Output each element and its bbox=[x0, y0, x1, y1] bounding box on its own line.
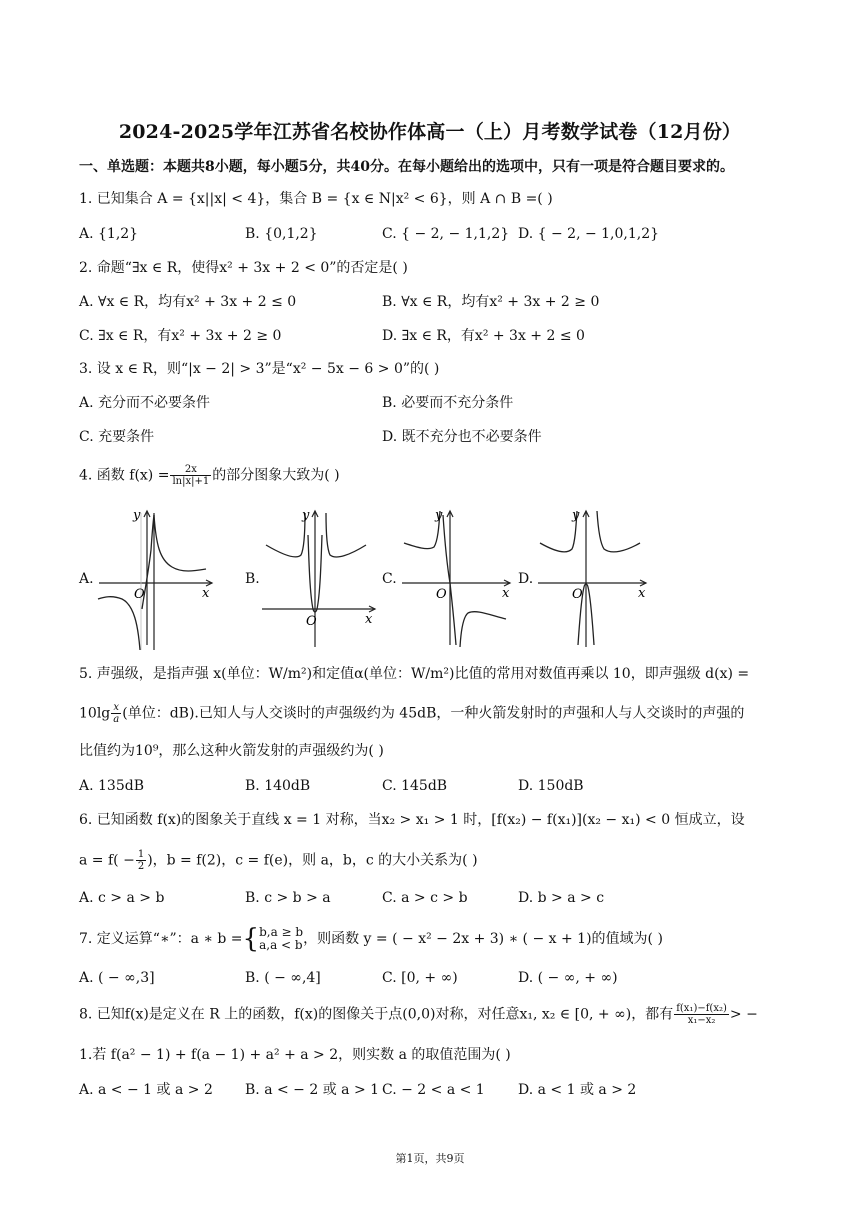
q6-option-d: D. b > a > c bbox=[518, 890, 605, 906]
q1-option-d: D. { − 2, − 1,0,1,2} bbox=[518, 226, 660, 242]
q4-option-a: A. bbox=[79, 571, 94, 587]
q7-option-a: A. ( − ∞,3] bbox=[79, 970, 155, 986]
q4-a-y-label: y bbox=[133, 508, 141, 523]
q3-option-d: D. 既不充分也不必要条件 bbox=[382, 429, 542, 445]
q5-frac-den: a bbox=[113, 714, 120, 725]
q5-option-d: D. 150dB bbox=[518, 778, 584, 794]
q7-option-b: B. ( − ∞,4] bbox=[245, 970, 321, 986]
q2-option-d: D. ∃x ∈ R，有x² + 3x + 2 ≤ 0 bbox=[382, 328, 585, 344]
q6-line2 bbox=[79, 849, 478, 872]
q4-d-origin-label: O bbox=[572, 587, 583, 602]
q5-option-a: A. 135dB bbox=[79, 778, 144, 794]
q5-option-c: C. 145dB bbox=[382, 778, 448, 794]
q8-line1-post: > − bbox=[729, 1006, 758, 1023]
q4-c-x-label: x bbox=[502, 586, 510, 601]
q4-b-x-label: x bbox=[365, 612, 373, 627]
q6-option-c: C. a > c > b bbox=[382, 890, 468, 906]
q7-option-c: C. [0, + ∞) bbox=[382, 970, 458, 986]
q4-fraction bbox=[170, 464, 211, 487]
q6-line2-post: )，b = f(2)，c = f(e)，则 a，b，c 的大小关系为( ) bbox=[147, 852, 478, 869]
q1-stem: 1. 已知集合 A = {x||x| < 4}，集合 B = {x ∈ N|x² < 6}，则 A ∩ B =( ) bbox=[79, 191, 553, 207]
q8-option-a: A. a < − 1 或 a > 2 bbox=[79, 1082, 213, 1098]
q4-option-b: B. bbox=[245, 571, 260, 587]
q5-line2 bbox=[79, 702, 744, 725]
q4-a-x-label: x bbox=[202, 586, 210, 601]
q8-option-d: D. a < 1 或 a > 2 bbox=[518, 1082, 637, 1098]
q6-option-a: A. c > a > b bbox=[79, 890, 165, 906]
q8-line1-pre: 8. 已知f(x)是定义在 R 上的函数，f(x)的图像关于点(0,0)对称，对任意x₁, x₂ ∈ [0, + ∞)，都有 bbox=[79, 1006, 674, 1023]
q2-option-a: A. ∀x ∈ R，均有x² + 3x + 2 ≤ 0 bbox=[79, 294, 297, 310]
exam-title: 2024-2025学年江苏省名校协作体高一（上）月考数学试卷（12月份） bbox=[118, 121, 742, 143]
q4-b-origin-label: O bbox=[306, 614, 317, 629]
q5-option-b: B. 140dB bbox=[245, 778, 311, 794]
q7-stem bbox=[79, 926, 663, 952]
q8-frac-num: f(x₁)−f(x₂) bbox=[676, 1003, 727, 1014]
q8-option-c: C. − 2 < a < 1 bbox=[382, 1082, 485, 1098]
q6-frac-num: 1 bbox=[137, 849, 145, 860]
q3-option-b: B. 必要而不充分条件 bbox=[382, 395, 514, 411]
q6-line2-pre: a = f( − bbox=[79, 852, 135, 869]
q3-stem: 3. 设 x ∈ R，则“|x − 2| > 3”是“x² − 5x − 6 > 0”的( ) bbox=[79, 361, 440, 377]
q4-d-y-label: y bbox=[572, 508, 580, 523]
q4-d-x-label: x bbox=[638, 586, 646, 601]
q7-option-d: D. ( − ∞, + ∞) bbox=[518, 970, 618, 986]
q7-stem-pre: 7. 定义运算“∗”：a ∗ b = bbox=[79, 931, 243, 947]
q5-line1: 5. 声强级，是指声强 x(单位：W/m²)和定值α(单位：W/m²)比值的常用对数值再乘以 10，即声强级 d(x) = bbox=[79, 666, 750, 682]
q4-option-d: D. bbox=[518, 571, 534, 587]
q2-stem: 2. 命题“∃x ∈ R，使得x² + 3x + 2 < 0”的否定是( ) bbox=[79, 260, 408, 276]
q8-line2: 1.若 f(a² − 1) + f(a − 1) + a² + a > 2，则实数 a 的取值范围为( ) bbox=[79, 1047, 511, 1063]
q4-graph-b bbox=[258, 505, 383, 650]
q5-frac-num: x bbox=[111, 702, 121, 714]
q8-fraction bbox=[674, 1003, 729, 1026]
q4-graph-c bbox=[398, 505, 518, 650]
q4-c-y-label: y bbox=[435, 508, 443, 523]
q4-b-y-label: y bbox=[302, 508, 310, 523]
q1-option-c: C. { − 2, − 1,1,2} bbox=[382, 226, 510, 242]
q4-stem-pre: 4. 函数 f(x) = bbox=[79, 467, 170, 484]
q3-option-a: A. 充分而不必要条件 bbox=[79, 395, 211, 411]
q1-option-a: A. {1,2} bbox=[79, 226, 139, 242]
q3-option-c: C. 充要条件 bbox=[79, 429, 155, 445]
page-footer: 第1页，共9页 bbox=[395, 1152, 465, 1165]
q7-brace: { bbox=[242, 924, 260, 954]
q2-option-c: C. ∃x ∈ R，有x² + 3x + 2 ≥ 0 bbox=[79, 328, 282, 344]
q7-case-2: a,a < b bbox=[259, 938, 303, 952]
q6-frac-den: 2 bbox=[137, 861, 145, 872]
q7-cases bbox=[259, 926, 303, 952]
q7-case-1: b,a ≥ b bbox=[259, 925, 304, 939]
q5-fraction bbox=[111, 702, 121, 725]
q5-line2-post: (单位：dB).已知人与人交谈时的声强级约为 45dB，一种火箭发射时的声强和人与人交谈时的声强的 bbox=[122, 705, 745, 722]
q4-graph-a bbox=[94, 505, 219, 650]
q6-line1: 6. 已知函数 f(x)的图象关于直线 x = 1 对称，当x₂ > x₁ > 1 时，[f(x₂) − f(x₁)](x₂ − x₁) < 0 恒成立，设 bbox=[79, 812, 745, 828]
section-heading: 一、单选题：本题共8小题，每小题5分，共40分。在每小题给出的选项中，只有一项是符合题目要求的。 bbox=[79, 159, 734, 175]
q4-option-c: C. bbox=[382, 571, 397, 587]
q4-a-origin-label: O bbox=[134, 587, 145, 602]
q8-option-b: B. a < − 2 或 a > 1 bbox=[245, 1082, 380, 1098]
q4-stem bbox=[79, 464, 340, 487]
q8-line1 bbox=[79, 1003, 758, 1026]
q4-c-origin-label: O bbox=[436, 587, 447, 602]
q5-line2-pre: 10lg bbox=[79, 705, 111, 722]
q1-option-b: B. {0,1,2} bbox=[245, 226, 318, 242]
q4-frac-num: 2x bbox=[170, 464, 211, 476]
q2-option-b: B. ∀x ∈ R，均有x² + 3x + 2 ≥ 0 bbox=[382, 294, 600, 310]
q7-stem-post: ，则函数 y = ( − x² − 2x + 3) ∗ ( − x + 1)的值域为( ) bbox=[303, 931, 663, 947]
q6-fraction bbox=[136, 849, 146, 872]
q6-option-b: B. c > b > a bbox=[245, 890, 331, 906]
q4-graph-d bbox=[534, 505, 654, 650]
q4-frac-den: ln|x|+1 bbox=[172, 476, 210, 487]
q5-line3: 比值约为10⁹，那么这种火箭发射的声强级约为( ) bbox=[79, 743, 384, 759]
q4-stem-post: 的部分图象大致为( ) bbox=[212, 467, 340, 484]
q8-frac-den: x₁−x₂ bbox=[687, 1015, 716, 1026]
